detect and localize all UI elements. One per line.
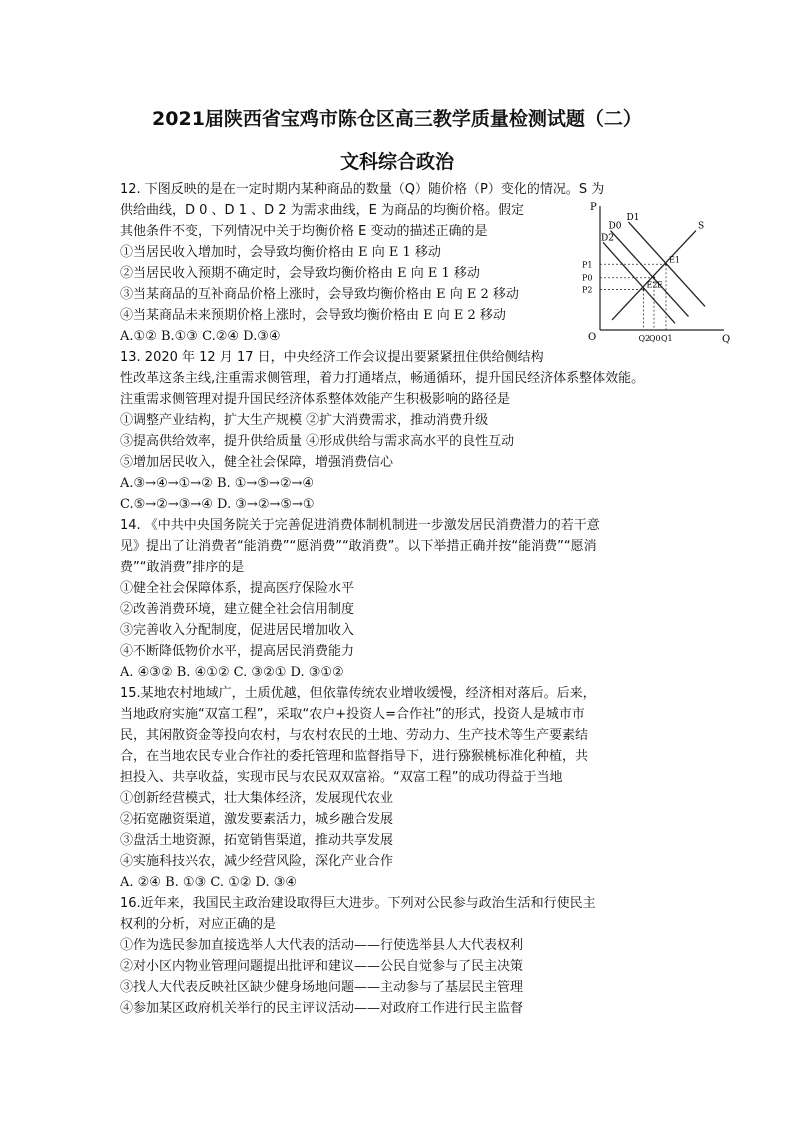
q14-stem-1: 14. 《中共中央国务院关于完善促进消费体制机制进一步激发居民消费潜力的若干意 — [120, 518, 600, 533]
q16-option-4: ④参加某区政府机关举行的民主评议活动——对政府工作进行民主监督 — [120, 1001, 524, 1016]
origin-label: O — [588, 332, 597, 343]
q14-option-3: ③完善收入分配制度，促进居民增加收入 — [120, 623, 355, 638]
q13-answers-2: C.⑤→②→③→④ D. ③→②→⑤→① — [120, 497, 315, 512]
series-line-d2 — [603, 242, 675, 323]
q12-option-2: ②当居民收入预期不确定时，会导致均衡价格由 E 向 E 1 移动 — [120, 266, 480, 281]
q16-option-1: ①作为选民参加直接选举人大代表的活动——行使选举县人大代表权利 — [120, 938, 524, 953]
q15-option-2: ②拓宽融资渠道，激发要素活力，城乡融合发展 — [120, 812, 394, 827]
q12-option-1: ①当居民收入增加时，会导致均衡价格由 E 向 E 1 移动 — [120, 245, 441, 260]
q13-answers-1: A.③→④→①→② B. ①→⑤→②→④ — [120, 476, 315, 491]
point-label-e2: E2 — [646, 280, 658, 290]
q15-option-4: ④实施科技兴农，减少经营风险，深化产业合作 — [120, 854, 394, 869]
q15-stem-5: 担投入、共享收益，实现市民与农民双双富裕。“双富工程”的成功得益于当地 — [120, 770, 563, 785]
point-label-e1: E1 — [669, 255, 680, 265]
series-label-d2: D2 — [601, 233, 614, 244]
series-label-s: S — [698, 221, 705, 232]
q12-option-3: ③当某商品的互补商品价格上涨时，会导致均衡价格由 E 向 E 2 移动 — [120, 287, 519, 302]
y-axis-label: P — [590, 202, 597, 213]
q15-stem-3: 民，其闲散资金等投向农村，与农村农民的土地、劳动力、生产技术等生产要素结 — [120, 728, 589, 743]
q13-stem-2: 性改革这条主线,注重需求侧管理，着力打通堵点，畅通循环，提升国民经济体系整体效能。 — [120, 371, 645, 386]
q14-option-2: ②改善消费环境，建立健全社会信用制度 — [120, 602, 355, 617]
q12-stem-1: 12. 下图反映的是在一定时期内某种商品的数量（Q）随价格（P）变化的情况。S 为 — [120, 182, 605, 197]
series-line-d0 — [611, 231, 689, 317]
q14-option-4: ④不断降低物价水平，提高居民消费能力 — [120, 644, 355, 659]
q13-stem-3: 注重需求侧管理对提升国民经济体系整体效能产生积极影响的路径是 — [120, 392, 511, 407]
point-e1 — [665, 263, 667, 265]
series-label-d0: D0 — [608, 221, 622, 232]
q12-stem-2: 供给曲线，D 0 、D 1 、D 2 为需求曲线，E 为商品的均衡价格。假定 — [120, 203, 524, 218]
series-label-d1: D1 — [626, 213, 640, 224]
point-label-e: E — [657, 280, 663, 290]
supply-demand-chart — [578, 200, 731, 350]
q15-stem-1: 15.某地农村地域广，土质优越，但依靠传统农业增收缓慢，经济相对落后。后来， — [120, 686, 596, 701]
page-title: 2021届陕西省宝鸡市陈仓区高三教学质量检测试题（二） — [152, 108, 642, 130]
q13-option-1: ①调整产业结构，扩大生产规模 ②扩大消费需求，推动消费升级 — [120, 413, 489, 428]
q14-option-1: ①健全社会保障体系，提高医疗保险水平 — [120, 581, 355, 596]
q16-stem-1: 16.近年来，我国民主政治建设取得巨大进步。下列对公民参与政治生活和行使民主 — [120, 896, 596, 911]
q13-option-3: ⑤增加居民收入，健全社会保障，增强消费信心 — [120, 455, 394, 470]
y-tick-label-p0: P0 — [582, 273, 593, 283]
q14-stem-3: 费”“敢消费”排序的是 — [120, 560, 245, 575]
q12-option-4: ④当某商品未来预期价格上涨时，会导致均衡价格由 E 向 E 2 移动 — [120, 308, 506, 323]
page-subtitle: 文科综合政治 — [339, 151, 454, 173]
x-tick-label-q0: Q0 — [649, 334, 661, 343]
q16-option-2: ②对小区内物业管理问题提出批评和建议——公民自觉参与了民主决策 — [120, 959, 524, 974]
point-e — [653, 277, 655, 279]
q15-option-3: ③盘活土地资源，拓宽销售渠道，推动共享发展 — [120, 833, 394, 848]
q15-stem-4: 合，在当地农民专业合作社的委托管理和监督指导下，进行猕猴桃标准化种植，共 — [120, 749, 589, 764]
q15-answers: A. ②④ B. ①③ C. ①② D. ③④ — [120, 875, 298, 890]
y-tick-label-p1: P1 — [582, 260, 593, 270]
y-tick-label-p2: P2 — [582, 285, 593, 295]
x-tick-label-q2: Q2 — [638, 334, 651, 343]
q16-stem-2: 权利的分析，对应正确的是 — [120, 917, 277, 932]
q15-option-1: ①创新经营模式，壮大集体经济，发展现代农业 — [120, 791, 394, 806]
q16-option-3: ③找人大代表反映社区缺少健身场地问题——主动参与了基层民主管理 — [120, 980, 524, 995]
q12-stem-3: 其他条件不变，下列情况中关于均衡价格 E 变动的描述正确的是 — [120, 224, 488, 239]
point-e2 — [642, 288, 644, 290]
x-tick-label-q1: Q1 — [661, 334, 673, 343]
q13-stem-1: 13. 2020 年 12 月 17 日，中央经济工作会议提出要紧紧扭住供给侧结构 — [120, 350, 544, 365]
q14-answers: A. ④③② B. ④①② C. ③②① D. ③①② — [120, 665, 344, 680]
q12-answers: A.①② B.①③ C.②④ D.③④ — [120, 329, 281, 344]
x-axis-label: Q — [722, 334, 731, 345]
q13-option-2: ③提高供给效率，提升供给质量 ④形成供给与需求高水平的良性互动 — [120, 434, 515, 449]
q14-stem-2: 见》提出了让消费者“能消费”“愿消费”“敢消费”。以下举措正确并按“能消费”“愿消 — [120, 539, 597, 554]
q15-stem-2: 当地政府实施“双富工程”，采取“农户+投资人=合作社”的形式，投资人是城市市 — [120, 707, 585, 722]
